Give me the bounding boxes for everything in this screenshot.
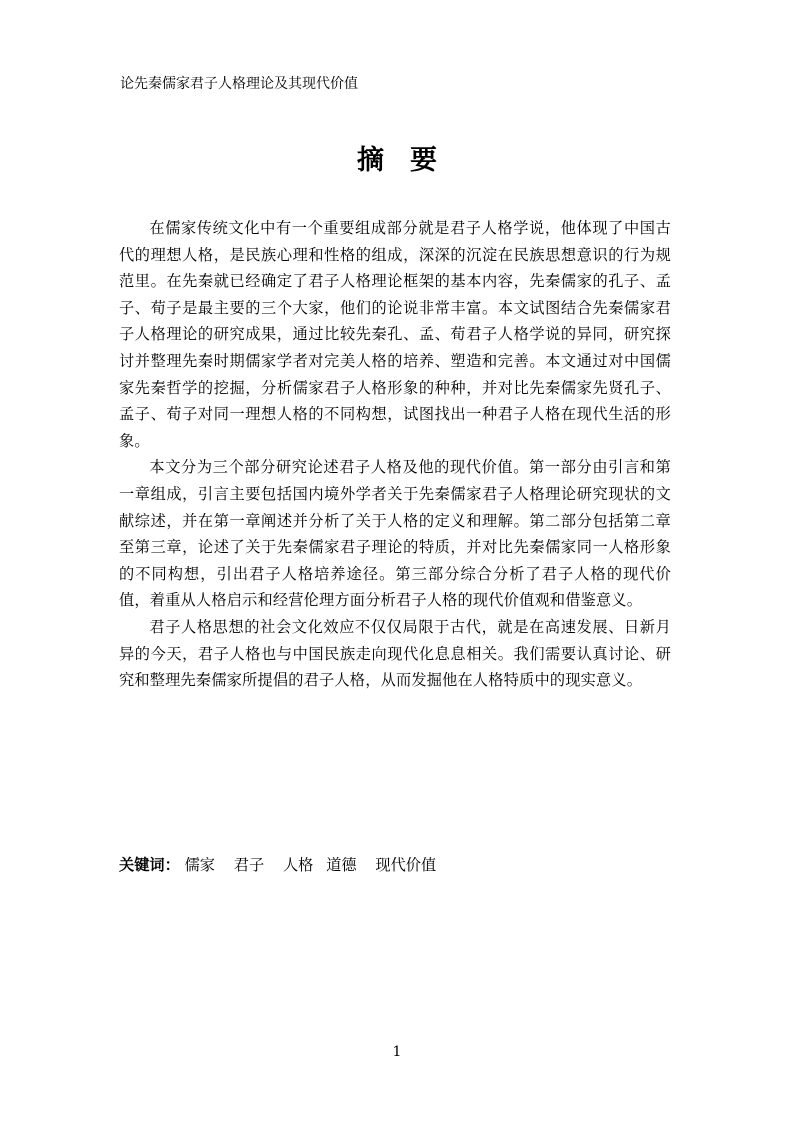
abstract-paragraph-1: 在儒家传统文化中有一个重要组成部分就是君子人格学说，他体现了中国古代的理想人格，是民族心理和性格的组成，深深的沉淀在民族思想意识的行为规范里。在先秦就已经确定了君子人格理论框架的基本内容，先秦儒家的孔子、孟子、荀子是最主要的三个大家，他们的论说非常丰富。本文试图结合先秦儒家君子人格理论的研究成果，通过比较先秦孔、孟、荀君子人格学说的异同，研究探讨并整理先秦时期儒家学者对完美人格的培养、塑造和完善。本文通过对中国儒家先秦哲学的挖掘，分析儒家君子人格形象的种种，并对比先秦儒家先贤孔子、孟子、荀子对同一理想人格的不同构想，试图找出一种君子人格在现代生活的形象。 [119,219,671,450]
keyword-item: 君子 [233,856,265,874]
abstract-paragraph-2: 本文分为三个部分研究论述君子人格及他的现代价值。第一部分由引言和第一章组成，引言主要包括国内境外学者关于先秦儒家君子人格理论研究现状的文献综述，并在第一章阐述并分析了关于人格的定义和理解。第二部分包括第二章至第三章，论述了关于先秦儒家君子理论的特质，并对比先秦儒家同一人格形象的不同构想，引出君子人格培养途径。第三部分综合分析了君子人格的现代价值，着重从人格启示和经营伦理方面分析君子人格的现代价值观和借鉴意义。 [119,458,671,610]
abstract-paragraph-3: 君子人格思想的社会文化效应不仅仅局限于古代，就是在高速发展、日新月异的今天，君子人格也与中国民族走向现代化息息相关。我们需要认真讨论、研究和整理先秦儒家所提倡的君子人格，从而发掘他在人格特质中的现实意义。 [119,617,671,690]
running-header: 论先秦儒家君子人格理论及其现代价值 [120,76,358,92]
abstract-body [119,215,671,694]
keyword-item: 儒家 [184,856,215,874]
abstract-title: 摘要 [357,145,463,176]
keyword-item: 人格 [282,856,314,874]
keywords-label: 关键词： [119,856,180,874]
keyword-item: 道德 [326,856,357,874]
keywords-line [119,852,450,878]
keyword-item: 现代价值 [375,856,437,874]
page-number: 1 [392,1044,402,1060]
